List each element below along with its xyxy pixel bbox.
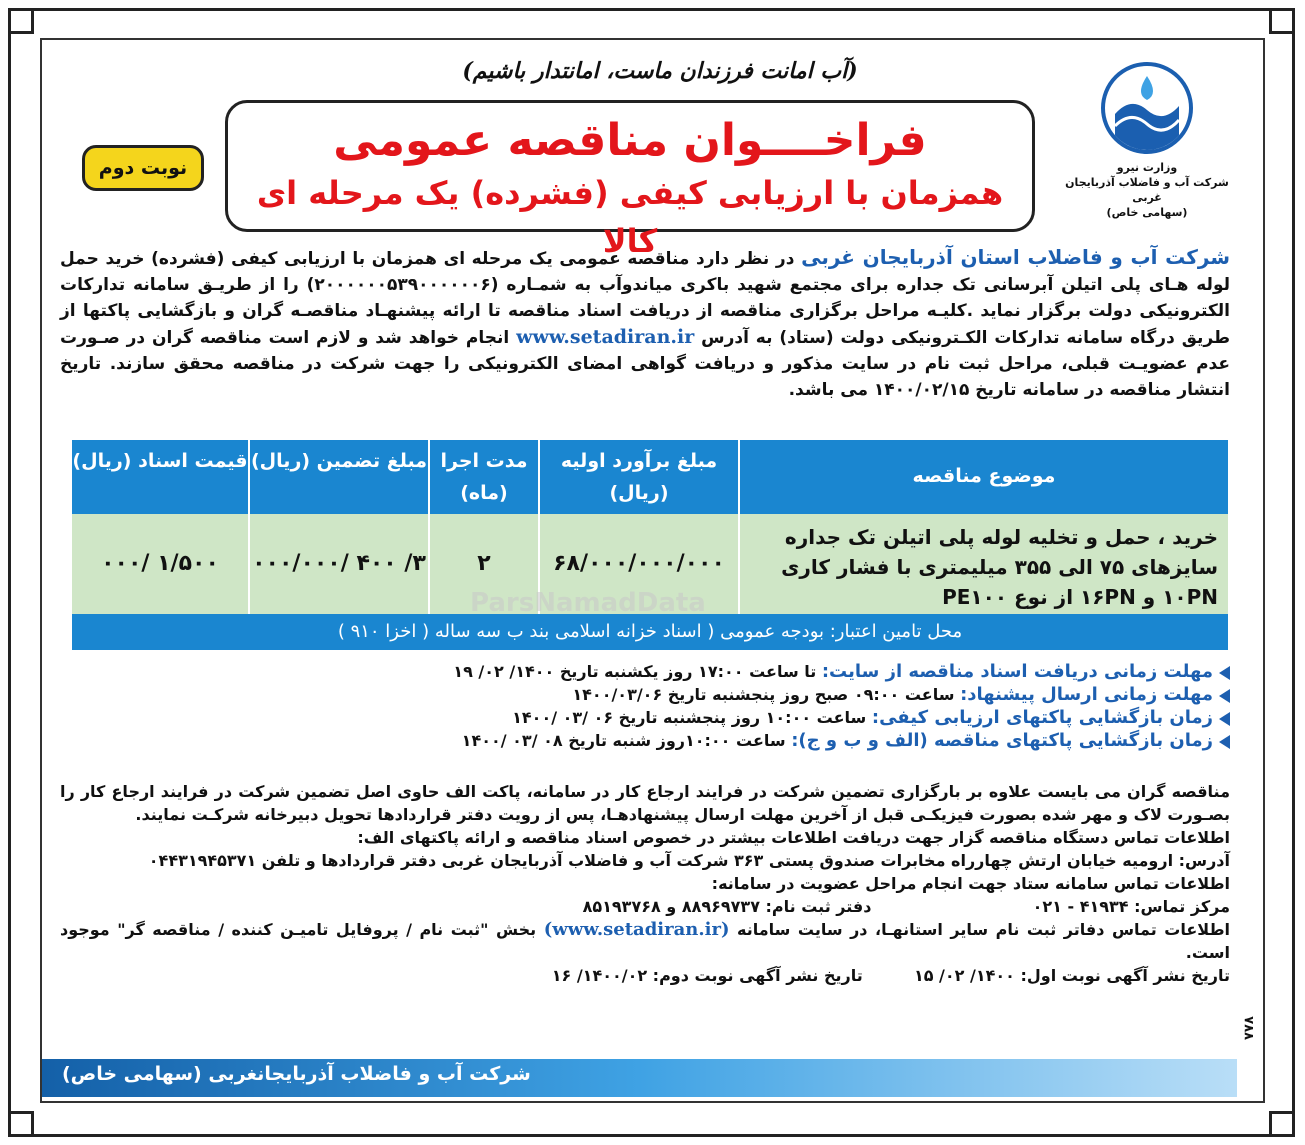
- water-drop-logo-icon: [1101, 62, 1193, 154]
- company-name: شرکت آب و فاضلاب آذربایجان غربی: [1065, 176, 1229, 204]
- page-subtitle: همزمان با ارزیابی کیفی (فشرده) یک مرحله ای کالا: [256, 174, 1004, 260]
- corner-ornament: [1269, 8, 1295, 34]
- table-header: [72, 440, 1228, 514]
- envelope-instructions: مناقصه گران می بایست علاوه بر بارگزاری تضمین شرکت در فرایند ارجاع کار در سامانه، پاکت الف حاوی اصل تضمین شرکت در فرایند ارجاع کار را بصـورت لاک و مهر شده بصورت فیزیکـی قبل از آخرین مهلت ارسال پیشنهادهـا، پس از رویت دفتر قراردادها تحویل دبیرخانه شرکـت نمایند.: [60, 782, 1230, 824]
- watermark: ParsNamadData: [470, 588, 706, 618]
- intro-text-cont: انجام خواهد شد و لازم است مناقصه گران در صـورت عدم عضویـت قبلی، مراحل ثبت نام در سایت مذکور و دریافت گواهی امضای الکترونیکی را جهت شرکت در مناقصه محقق سازند. تاریخ انتشار مناقصه در سامانه تاریخ ۱۴۰۰/۰۲/۱۵ می باشد.: [60, 328, 1230, 400]
- round-badge: نوبت دوم: [82, 145, 204, 191]
- address: آدرس: ارومیه خیابان ارتش چهارراه مخابرات صندوق پستی ۳۶۳ شرکت آب و فاضلاب آذربایجان غربی دفتر قراردادها و تلفن ۰۴۴۳۱۹۴۵۳۷۱: [148, 851, 1230, 870]
- setad-phones: [60, 895, 1230, 918]
- issuer-name: شرکت آب و فاضلاب استان آذربایجان غربی: [801, 245, 1231, 269]
- setad-link[interactable]: www.setadiran.ir: [516, 326, 695, 348]
- deadline-item: زمان بازگشایی پاکتهای ارزیابی کیفی: ساعت ۱۰:۰۰ روز پنجشنبه تاریخ ۰۶ /۰۳ /۱۴۰۰: [380, 706, 1230, 729]
- details-section: [60, 780, 1230, 987]
- setad-contact-heading: اطلاعات تماس سامانه ستاد جهت انجام مراحل عضویت در سامانه:: [711, 874, 1230, 893]
- provinces-contact: اطلاعات تماس دفاتر ثبت نام سایر استانهـا، در سایت سامانه (www.setadiran.ir) بخش "ثبت نام / پروفایل تامیـن کننده / مناقصه گر" موجود است.: [60, 919, 1231, 962]
- ministry-name: وزارت نیرو: [1116, 161, 1178, 174]
- intro-paragraph: [60, 244, 1230, 403]
- arrow-bullet-icon: [1219, 666, 1230, 680]
- contact-heading: اطلاعات تماس دستگاه مناقصه گزار جهت دریافت اطلاعات بیشتر در خصوص اسناد مناقصه و ارائه پاکتهای الف:: [357, 828, 1230, 847]
- corner-ornament: [8, 8, 34, 34]
- registration-office: دفتر ثبت نام: ۸۸۹۶۹۷۳۷ و ۸۵۱۹۳۷۶۸: [582, 897, 872, 916]
- col-guarantee: مبلغ تضمین (ریال): [248, 440, 428, 514]
- deadline-item: زمان بازگشایی پاکتهای مناقصه (الف و ب و ج): ساعت ۱۰:۰۰روز شنبه تاریخ ۰۸ /۰۳ /۱۴۰۰: [380, 729, 1230, 752]
- publish-dates: [60, 964, 1230, 987]
- publish-date-first: تاریخ نشر آگهی نوبت اول: ۱۴۰۰/ ۰۲/ ۱۵: [913, 966, 1230, 985]
- cell-subject: خرید ، حمل و تخلیه لوله پلی اتیلن تک جداره سایزهای ۷۵ الی ۳۵۵ میلیمتری با فشار کاری ۱۰PN و ۱۶PN از نوع PE۱۰۰: [738, 514, 1228, 614]
- intro-text: در نظر دارد مناقصه عمومی یک مرحله ای همزمان با ارزیابی کیفی (فشرده) خرید حمل لوله هـای پلی اتیلن آبرسانی تک جداره برای مجتمع شهید باکری میاندوآب به شمـاره (۲۰۰۰۰۰۰۵۳۹۰۰۰۰۰۰۶) را از طریـق سامانه تدارکات الکترونیکی دولت برگزار نماید .کلیـه مراحل برگزاری مناقصه از دریافت اسناد مناقصه تا ارائه پیشنهـاد مناقصـه گران و بازگشایی پاکتها از طریق درگاه سامانه تدارکات الکـترونیکی دولت (ستاد) به آدرس: [60, 249, 1230, 348]
- cell-duration: ۲: [428, 514, 538, 614]
- col-duration: مدت اجرا (ماه): [428, 440, 538, 514]
- deadline-item: مهلت زمانی دریافت اسناد مناقصه از سایت: تا ساعت ۱۷:۰۰ روز یکشنبه تاریخ ۱۴۰۰/ ۰۲/ ۱۹: [380, 660, 1230, 683]
- deadline-item: مهلت زمانی ارسال پیشنهاد: ساعت ۰۹:۰۰ صبح روز پنجشنبه تاریخ ۱۴۰۰/۰۳/۰۶: [380, 683, 1230, 706]
- arrow-bullet-icon: [1219, 689, 1230, 703]
- slogan: (آب امانت فرزندان ماست، امانتدار باشیم): [462, 58, 858, 84]
- cell-doc-price: ۱/۵۰۰ /۰۰۰: [101, 551, 219, 576]
- cell-estimate: ۶۸/۰۰۰/۰۰۰/۰۰۰: [538, 514, 738, 614]
- col-subject: موضوع مناقصه: [738, 440, 1228, 514]
- call-center: مرکز تماس: ۴۱۹۳۴ - ۰۲۱: [1032, 897, 1230, 916]
- col-estimate: مبلغ برآورد اولیه (ریال): [538, 440, 738, 514]
- funding-source: محل تامین اعتبار: بودجه عمومی ( اسناد خزانه اسلامی بند ب سه ساله ( اخزا ۹۱۰ ): [72, 614, 1228, 650]
- page-title: فراخــــوان مناقصه عمومی: [333, 115, 927, 166]
- company-logo: [1062, 62, 1232, 232]
- deadlines-list: [380, 660, 1230, 752]
- corner-ornament: [8, 1111, 34, 1137]
- tender-table: [70, 438, 1230, 652]
- footer-company: شرکت آب و فاضلاب آذربایجانغربی (سهامی خاص): [62, 1063, 531, 1085]
- ad-code: ۷۷۸: [1242, 1016, 1257, 1040]
- corner-ornament: [1269, 1111, 1295, 1137]
- setad-link-2[interactable]: (www.setadiran.ir): [543, 919, 730, 940]
- arrow-bullet-icon: [1219, 712, 1230, 726]
- company-type: (سهامی خاص): [1106, 206, 1188, 219]
- col-doc-price: قیمت اسناد (ریال): [72, 450, 248, 472]
- publish-date-second: تاریخ نشر آگهی نوبت دوم: ۱۴۰۰/۰۲/ ۱۶: [551, 966, 863, 985]
- cell-guarantee: ۳/ ۴۰۰ /۰۰۰/۰۰۰: [248, 514, 428, 614]
- arrow-bullet-icon: [1219, 735, 1230, 749]
- title-box: [225, 100, 1035, 260]
